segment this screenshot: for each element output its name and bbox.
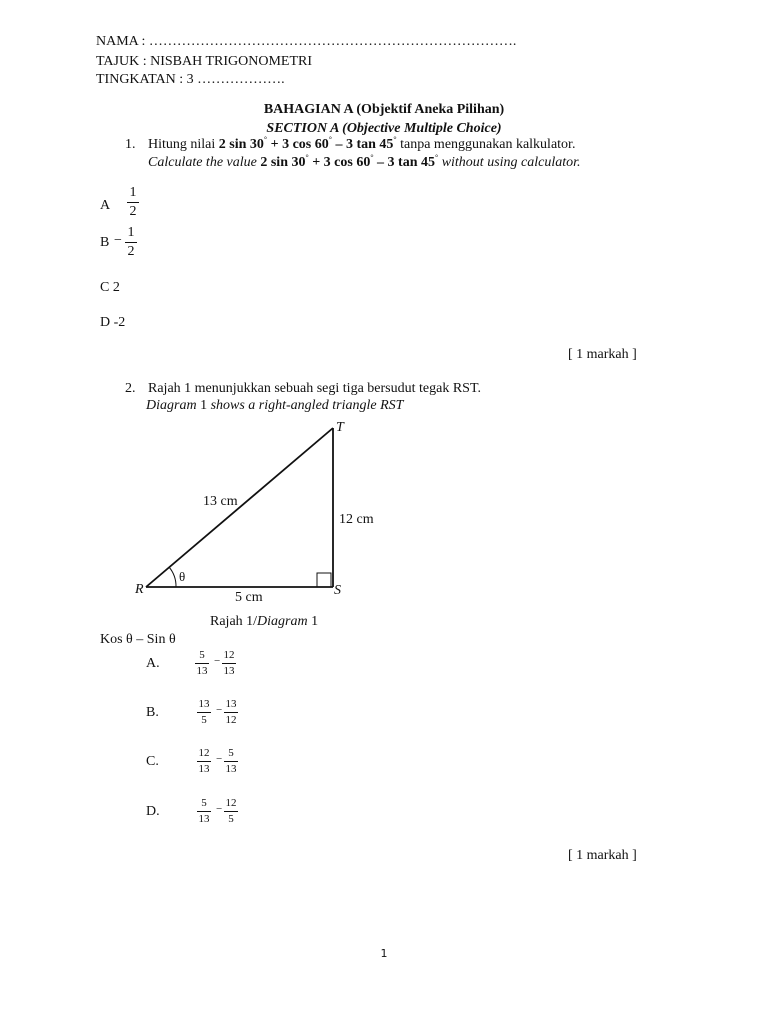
q1-option-a-letter: A [100, 198, 111, 213]
q2-option-b-frac1: 13 5 [198, 698, 210, 726]
angle-arc [169, 567, 176, 587]
tingkatan-line: TINGKATAN : 3 ………………. [96, 72, 285, 87]
diagram-caption: Rajah 1/Diagram 1 [210, 614, 319, 629]
label-vertical: 12 cm [339, 512, 374, 527]
q1-option-b-fraction: 1 2 [125, 226, 137, 259]
label-r: R [135, 582, 144, 597]
label-t: T [336, 420, 344, 435]
q2-option-d-op: − [216, 803, 223, 815]
q1-option-b-sign: − [114, 233, 122, 248]
q1-option-a-fraction: 1 2 [127, 186, 139, 219]
q2-question: Kos θ – Sin θ [100, 632, 176, 647]
q1-marks: [ 1 markah ] [568, 347, 637, 362]
page-number: 1 [380, 947, 388, 960]
section-subtitle: SECTION A (Objective Multiple Choice) [266, 121, 502, 136]
nama-line: NAMA : ……………………………………………………………………. [96, 34, 517, 49]
q1-option-b-letter: B [100, 235, 110, 250]
q2-option-a-frac1: 5 13 [196, 649, 208, 677]
q2-malay: Rajah 1 menunjukkan sebuah segi tiga bersudut tegak RST. [148, 381, 481, 396]
section-title: BAHAGIAN A (Objektif Aneka Pilihan) [263, 102, 505, 117]
q2-option-d-frac2: 12 5 [225, 797, 237, 825]
q2-option-c-op: − [216, 753, 223, 765]
q1-english: Calculate the value 2 sin 30° + 3 cos 60° – 3 tan 45° without using calculator. [148, 153, 581, 170]
q2-option-c-letter: C. [146, 754, 159, 769]
q2-option-c-frac2: 5 13 [225, 747, 237, 775]
right-angle-marker [317, 573, 331, 587]
q2-option-a-op: − [214, 655, 221, 667]
label-hypotenuse: 13 cm [203, 494, 238, 509]
q2-option-b-letter: B. [146, 705, 159, 720]
q1-option-c: C 2 [100, 280, 120, 295]
q1-option-d: D -2 [100, 315, 126, 330]
q2-option-b-op: − [216, 704, 223, 716]
label-s: S [334, 583, 341, 598]
q1-malay: Hitung nilai 2 sin 30° + 3 cos 60° – 3 tan 45° tanpa menggunakan kalkulator. [148, 135, 576, 152]
q2-option-a-letter: A. [146, 656, 160, 671]
q2-english: Diagram 1 shows a right-angled triangle RST [146, 398, 404, 413]
q2-option-b-frac2: 13 12 [225, 698, 237, 726]
side-rt [146, 428, 333, 587]
label-theta: θ [179, 569, 186, 584]
q2-option-d-frac1: 5 13 [198, 797, 210, 825]
q2-option-d-letter: D. [146, 804, 160, 819]
q2-option-a-frac2: 12 13 [223, 649, 235, 677]
q2-number: 2. [125, 381, 136, 396]
label-base: 5 cm [235, 590, 263, 605]
q1-number: 1. [125, 137, 136, 152]
tajuk-line: TAJUK : NISBAH TRIGONOMETRI [96, 54, 313, 69]
q2-option-c-frac1: 12 13 [198, 747, 210, 775]
q2-marks: [ 1 markah ] [568, 848, 637, 863]
